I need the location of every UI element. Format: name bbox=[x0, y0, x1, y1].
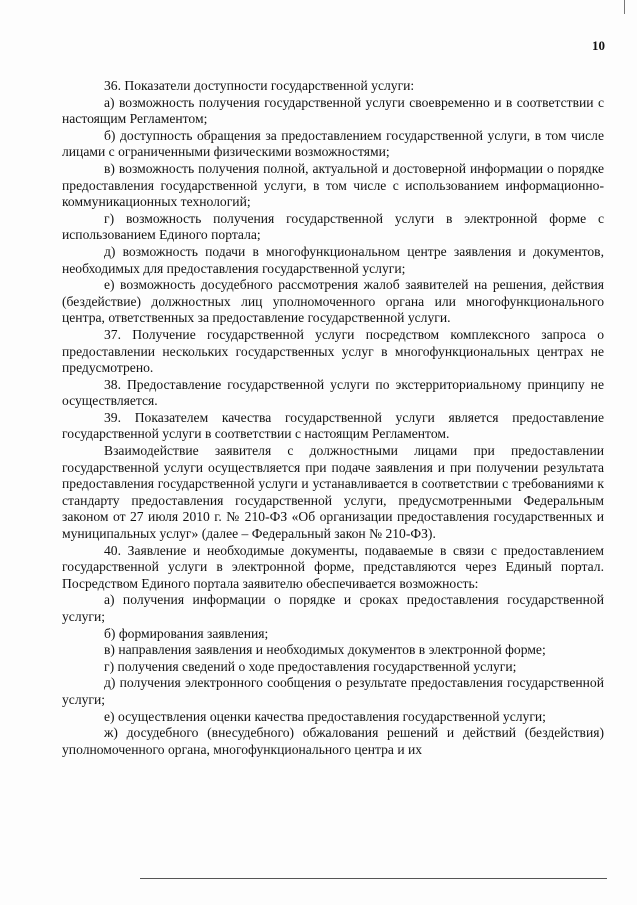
paragraph: б) доступность обращения за предоставлением государственной услуги, в том числе лицами с ограниченными физическими возможностями; bbox=[62, 127, 604, 160]
paragraph: 38. Предоставление государственной услуги по экстерриториальному принципу не осуществляется. bbox=[62, 376, 604, 409]
footer-rule bbox=[140, 878, 607, 879]
paragraph: а) возможность получения государственной услуги своевременно и в соответствии с настоящим Регламентом; bbox=[62, 94, 604, 127]
paragraph: в) направления заявления и необходимых документов в электронной форме; bbox=[104, 642, 546, 658]
paragraph: д) возможность подачи в многофункциональном центре заявления и документов, необходимых для предоставления государственной услуги; bbox=[62, 243, 604, 276]
document-body bbox=[62, 78, 604, 758]
paragraph: 36. Показатели доступности государственной услуги: bbox=[104, 78, 415, 93]
paragraph: Взаимодействие заявителя с должностными лицами при предоставлении государственной услуги осуществляется при подаче заявления и при получении результата предоставления государственной услуги и устанавливается в соответствии с требованиями к стандарту предоставления государственной услуги, предусмотренными Федеральным законом от 27 июля 2010 г. № 210-ФЗ «Об организации предоставления государственных и муниципальных услуг» (далее – Федеральный закон № 210-ФЗ). bbox=[62, 443, 604, 542]
paragraph: е) осуществления оценки качества предоставления государственной услуги; bbox=[104, 708, 546, 724]
paragraph: г) возможность получения государственной услуги в электронной форме с использованием Единого портала; bbox=[62, 210, 604, 243]
paragraph: 40. Заявление и необходимые документы, подаваемые в связи с предоставлением государственной услуги в электронной форме, представляются через Единый портал. Посредством Единого портала заявителю обеспечивается возможность: bbox=[62, 542, 604, 591]
paragraph: ж) досудебного (внесудебного) обжалования решений и действий (бездействия) уполномоченного органа, многофункционального центра и их bbox=[62, 725, 604, 757]
scan-edge-mark bbox=[624, 0, 625, 14]
paragraph: д) получения электронного сообщения о результате предоставления государственной услуги; bbox=[62, 675, 604, 707]
paragraph: 37. Получение государственной услуги посредством комплексного запроса о предоставлении нескольких государственных услуг в многофункциональных центрах не предусмотрено. bbox=[62, 326, 604, 376]
paragraph: в) возможность получения полной, актуальной и достоверной информации о порядке предоставления государственной услуги, в том числе с использованием информационно-коммуникационных технологий; bbox=[62, 160, 604, 210]
paragraph: 39. Показателем качества государственной услуги является предоставление государственной услуги в соответствии с настоящим Регламентом. bbox=[62, 409, 604, 442]
paragraph: г) получения сведений о ходе предоставления государственной услуги; bbox=[104, 658, 517, 674]
paragraph: е) возможность досудебного рассмотрения жалоб заявителей на решения, действия (бездействие) должностных лиц уполномоченного органа или многофункционального центра, ответственных за предоставление государственной услуги. bbox=[62, 277, 604, 326]
paragraph: а) получения информации о порядке и сроках предоставления государственной услуги; bbox=[62, 592, 604, 624]
paragraph: б) формирования заявления; bbox=[104, 625, 269, 641]
page-number: 10 bbox=[592, 38, 605, 53]
